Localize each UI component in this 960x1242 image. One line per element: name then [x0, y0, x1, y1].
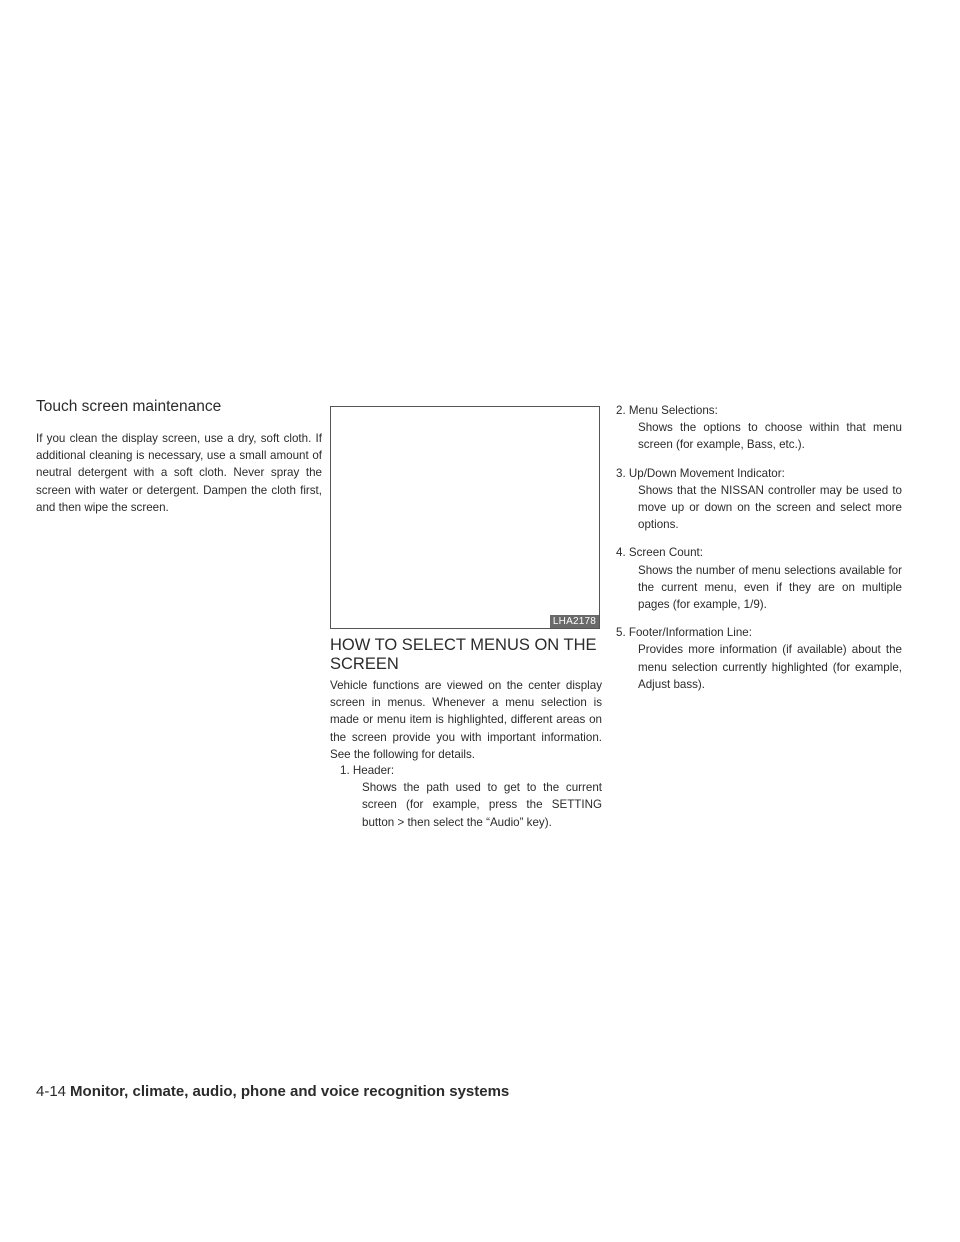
screen-figure	[330, 406, 600, 629]
list-item	[616, 544, 902, 613]
touch-screen-paragraph: If you clean the display screen, use a dry, soft cloth. If additional cleaning is necessary, use a small amount of neutral detergent with a soft cloth. Never spray the screen with water or detergent. Dampen the cloth first, and then wipe the screen.	[36, 432, 322, 514]
list-item-title: 3. Up/Down Movement Indicator:	[616, 466, 785, 480]
section-heading-touch-screen: Touch screen maintenance	[36, 398, 222, 415]
list-item-description: Shows that the NISSAN controller may be used to move up or down on the screen and select more options.	[638, 483, 902, 532]
list-item	[616, 624, 902, 693]
list-item-title: 4. Screen Count:	[616, 546, 704, 560]
list-item-title: 5. Footer/Information Line:	[616, 626, 752, 640]
list-item-description: Shows the number of menu selections available for the current menu, even if they are on multiple pages (for example, 1/9).	[638, 563, 902, 612]
list-item	[340, 762, 602, 831]
menu-item-list	[616, 402, 902, 704]
list-item-description: Shows the options to choose within that menu screen (for example, Bass, etc.).	[638, 421, 902, 452]
page-number: 4-14	[36, 1083, 67, 1100]
select-menus-intro: Vehicle functions are viewed on the center display screen in menus. Whenever a menu selection is made or menu item is highlighted, different areas on the screen provide you with important information. See the following for details.	[330, 679, 602, 761]
list-item-title: 1. Header:	[340, 764, 395, 777]
list-item-description: Provides more information (if available) about the menu selection currently highlighted (for example, Adjust bass).	[638, 643, 902, 691]
list-item-description: Shows the path used to get to the current screen (for example, press the SETTING button > then select the “Audio” key).	[362, 781, 602, 829]
list-item	[616, 402, 902, 454]
list-item-title: 2. Menu Selections:	[616, 404, 718, 417]
list-item	[616, 465, 902, 534]
figure-label: LHA2178	[550, 615, 599, 628]
section-title: Monitor, climate, audio, phone and voice recognition systems	[70, 1083, 510, 1100]
page-footer	[36, 1083, 509, 1100]
section-heading-select-menus: HOW TO SELECT MENUS ON THE SCREEN	[330, 636, 597, 673]
